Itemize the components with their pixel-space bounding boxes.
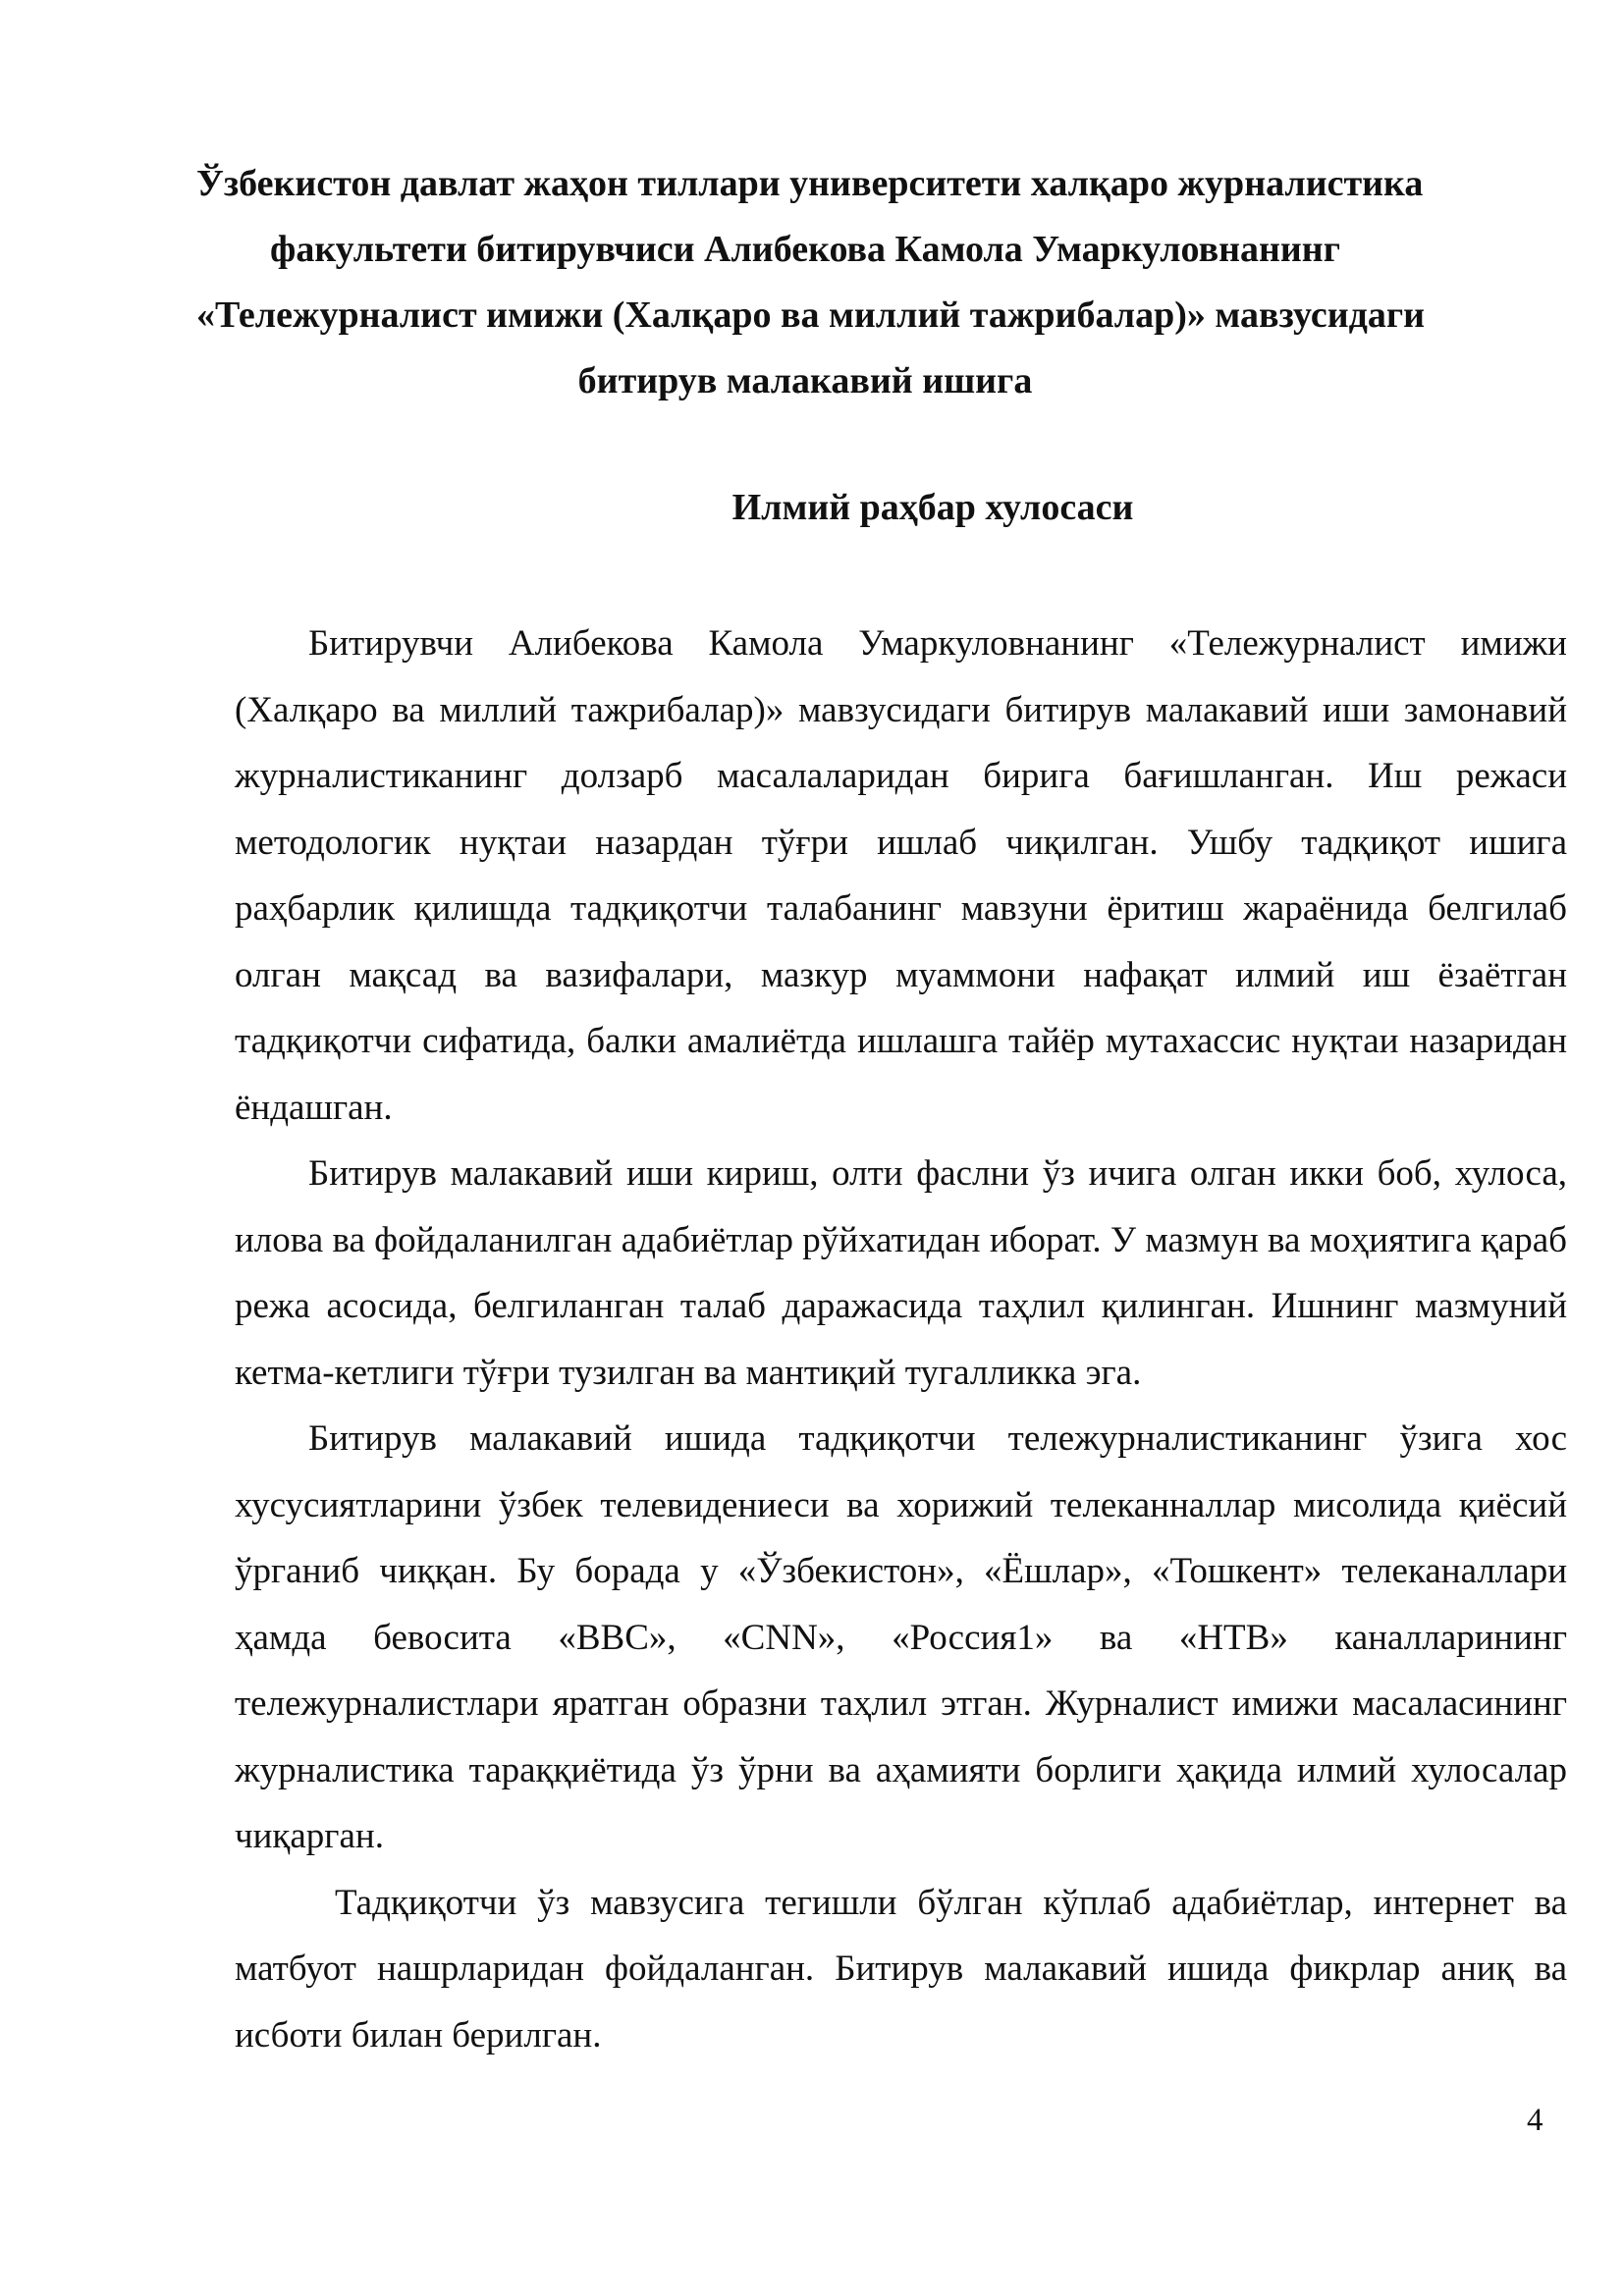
- paragraph: Битирув малакавий иши кириш, олти фаслни ўз ичига олган икки боб, хулоса, илова ва фойдаланилган адабиётлар рўйхатидан иборат. У мазмун ва моҳиятига қараб режа асосида, белгиланган талаб даражасида таҳлил қилинган. Ишнинг мазмуний кетма-кетлиги тўғри тузилган ва мантиқий тугалликка эга.: [235, 1153, 1567, 1393]
- paragraph: Тадқиқотчи ўз мавзусига тегишли бўлган кўплаб адабиётлар, интернет ва матбуот нашрларидан фойдаланган. Битирув малакавий ишида фикрлар аниқ ва исботи билан берилган.: [235, 1882, 1567, 2056]
- section-heading: Илмий раҳбар хулосаси: [731, 487, 1134, 528]
- paragraph: Битирув малакавий ишида тадқиқотчи тележурналистиканинг ўзига хос хусусиятларини ўзбек телевидениеси ва хорижий телеканналлар мисолида қиёсий ўрганиб чиққан. Бу борада у «Ўзбекистон», «Ёшлар», «Тошкент» телеканаллари ҳамда бевосита «BBC», «CNN», «Россия1» ва «НТВ» каналларининг тележурналистлари яратган образни таҳлил этган. Журналист имижи масаласининг журналистика тараққиётида ўз ўрни ва аҳамияти борлиги ҳақида илмий хулосалар чиқарган.: [235, 1418, 1567, 1856]
- title-line: битирув малакавий ишига: [577, 360, 1033, 401]
- paragraph: Битирувчи Алибекова Камола Умаркуловнанинг «Тележурналист имижи (Халқаро ва миллий тажрибалар)» мавзусидаги битирув малакавий иши замонавий журналистиканинг долзарб масалаларидан бирига бағишланган. Иш режаси методологик нуқтаи назардан тўғри ишлаб чиқилган. Ушбу тадқиқот ишига раҳбарлик қилишда тадқиқотчи талабанинг мавзуни ёритиш жараёнида белгилаб олган мақсад ва вазифалари, мазкур муаммони нафақат илмий иш ёзаётган тадқиқотчи сифатида, балки амалиётда ишлашга тайёр мутахассис нуқтаи назаридан ёндашган.: [235, 623, 1567, 1128]
- title-line: Ўзбекистон давлат жаҳон тиллари университети халқаро журналистика: [196, 163, 1424, 204]
- body-text: [235, 611, 1567, 2068]
- document-title: [196, 151, 1425, 414]
- page-number: 4: [1527, 2103, 1543, 2138]
- title-line: факультети битирувчиси Алибекова Камола Умаркуловнанинг: [270, 229, 1340, 270]
- title-line: «Тележурналист имижи (Халқаро ва миллий тажрибалар)» мавзусидаги: [196, 294, 1425, 336]
